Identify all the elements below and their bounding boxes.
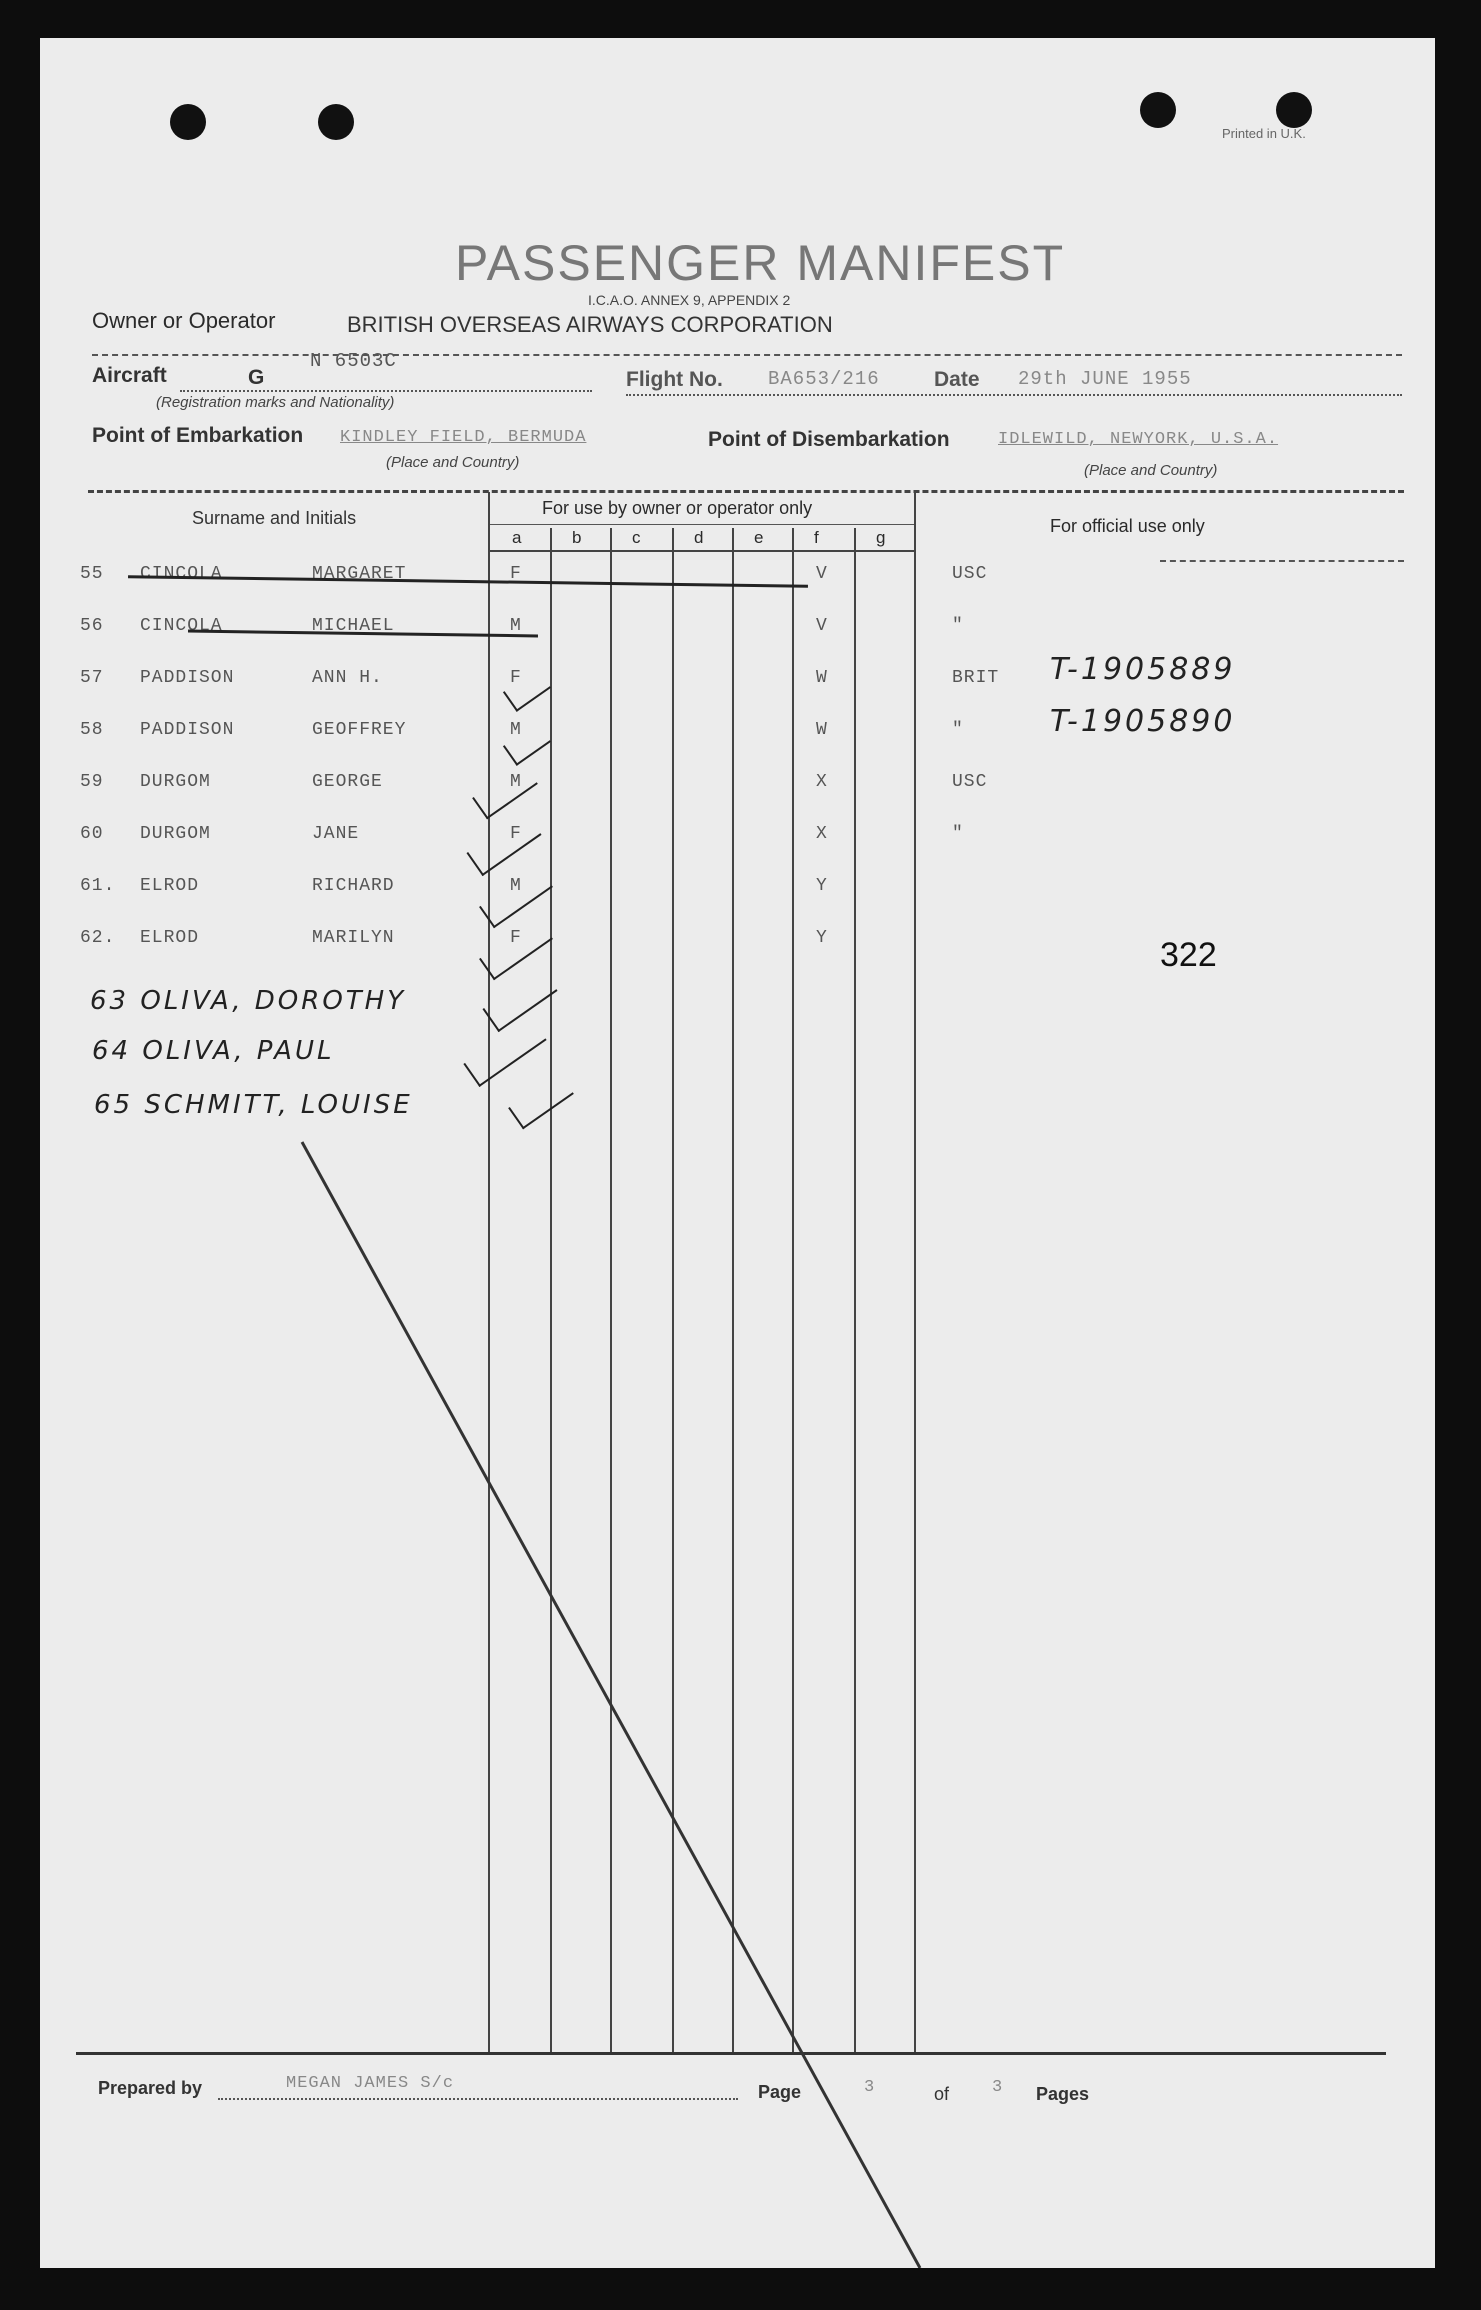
column-letter: f — [814, 528, 819, 547]
of-label: of — [934, 2084, 950, 2104]
row-number: 55 — [80, 564, 104, 584]
operator-label: Owner or Operator — [92, 308, 276, 333]
aircraft-registration: N 6503C — [310, 350, 397, 372]
surname-cell: CINCOLA — [140, 616, 223, 636]
column-letter: a — [512, 528, 522, 547]
embarkation-caption: (Place and Country) — [386, 454, 520, 471]
surname-cell: ELROD — [140, 928, 200, 948]
handwritten-row: 65 SCHMITT, LOUISE — [94, 1090, 413, 1120]
page-title: PASSENGER MANIFEST — [455, 235, 1066, 291]
given-name-cell: ANN H. — [312, 668, 383, 688]
surname-cell: DURGOM — [140, 772, 211, 792]
given-name-cell: GEOFFREY — [312, 720, 407, 740]
row-number: 59 — [80, 772, 104, 792]
aircraft-label: Aircraft — [92, 364, 167, 387]
footer-line — [76, 2052, 1386, 2055]
nationality-cell: " — [952, 616, 964, 636]
row-number: 57 — [80, 668, 104, 688]
group-cell: Y — [816, 928, 828, 948]
group-cell: W — [816, 668, 828, 688]
row-number: 62. — [80, 928, 116, 948]
embarkation-label: Point of Embarkation — [92, 424, 304, 447]
nationality-cell: USC — [952, 772, 988, 792]
date-label: Date — [934, 368, 980, 391]
nationality-cell: " — [952, 720, 964, 740]
prepared-label: Prepared by — [98, 2078, 203, 2098]
operator-value: BRITISH OVERSEAS AIRWAYS CORPORATION — [347, 312, 833, 337]
sex-cell: F — [510, 928, 522, 948]
surname-cell: PADDISON — [140, 720, 235, 740]
given-name-cell: GEORGE — [312, 772, 383, 792]
row-number: 58 — [80, 720, 104, 740]
column-letter: g — [876, 528, 886, 547]
given-name-cell: MARILYN — [312, 928, 395, 948]
nationality-cell: BRIT — [952, 668, 1000, 688]
cancel-stroke — [40, 38, 1435, 2268]
manifest-sheet — [40, 38, 1435, 2268]
prepared-underline — [218, 2098, 738, 2100]
page-total: 3 — [992, 2078, 1004, 2097]
surname-header: Surname and Initials — [192, 508, 357, 528]
page-subtitle: I.C.A.O. ANNEX 9, APPENDIX 2 — [588, 292, 791, 308]
group-cell: Y — [816, 876, 828, 896]
sex-cell: M — [510, 720, 522, 740]
sex-cell: M — [510, 876, 522, 896]
pages-label: Pages — [1036, 2084, 1090, 2104]
group-cell: W — [816, 720, 828, 740]
handwritten-row: 63 OLIVA, DOROTHY — [90, 986, 407, 1016]
given-name-cell: MICHAEL — [312, 616, 395, 636]
sex-cell: M — [510, 616, 522, 636]
column-letter: c — [632, 528, 641, 547]
sex-cell: F — [510, 564, 522, 584]
surname-cell: ELROD — [140, 876, 200, 896]
printer-note: Printed in U.K. — [1222, 126, 1306, 141]
aircraft-prefix: G — [248, 366, 265, 389]
date-value: 29th JUNE 1955 — [1018, 368, 1192, 390]
sex-cell: M — [510, 772, 522, 792]
column-letter: b — [572, 528, 582, 547]
handwritten-row: 64 OLIVA, PAUL — [92, 1036, 335, 1066]
row-number: 60 — [80, 824, 104, 844]
surname-cell: PADDISON — [140, 668, 235, 688]
prepared-value: MEGAN JAMES S/c — [286, 2074, 455, 2093]
embarkation-value: KINDLEY FIELD, BERMUDA — [340, 428, 587, 447]
given-name-cell: MARGARET — [312, 564, 407, 584]
row-number: 56 — [80, 616, 104, 636]
operator-use-header: For use by owner or operator only — [542, 498, 813, 518]
flight-number: BA653/216 — [768, 368, 880, 390]
disembarkation-caption: (Place and Country) — [1084, 462, 1218, 479]
group-cell: X — [816, 824, 828, 844]
sex-cell: F — [510, 824, 522, 844]
aircraft-caption: (Registration marks and Nationality) — [156, 394, 395, 411]
column-letter: d — [694, 528, 704, 547]
surname-cell: DURGOM — [140, 824, 211, 844]
page-number: 3 — [864, 2078, 876, 2097]
sex-cell: F — [510, 668, 522, 688]
disembarkation-value: IDLEWILD, NEWYORK, U.S.A. — [998, 430, 1279, 449]
given-name-cell: RICHARD — [312, 876, 395, 896]
surname-cell: CINCOLA — [140, 564, 223, 584]
document-number-note: T-1905889 — [1050, 652, 1236, 687]
page-label: Page — [758, 2082, 802, 2102]
given-name-cell: JANE — [312, 824, 360, 844]
disembarkation-label: Point of Disembarkation — [708, 428, 950, 451]
flight-label: Flight No. — [626, 368, 723, 391]
group-cell: X — [816, 772, 828, 792]
nationality-cell: " — [952, 824, 964, 844]
official-use-header: For official use only — [1050, 516, 1205, 536]
nationality-cell: USC — [952, 564, 988, 584]
row-number: 61. — [80, 876, 116, 896]
column-letter: e — [754, 528, 764, 547]
stamp-number: 322 — [1160, 936, 1217, 974]
document-number-note: T-1905890 — [1050, 704, 1236, 739]
group-cell: V — [816, 564, 828, 584]
group-cell: V — [816, 616, 828, 636]
